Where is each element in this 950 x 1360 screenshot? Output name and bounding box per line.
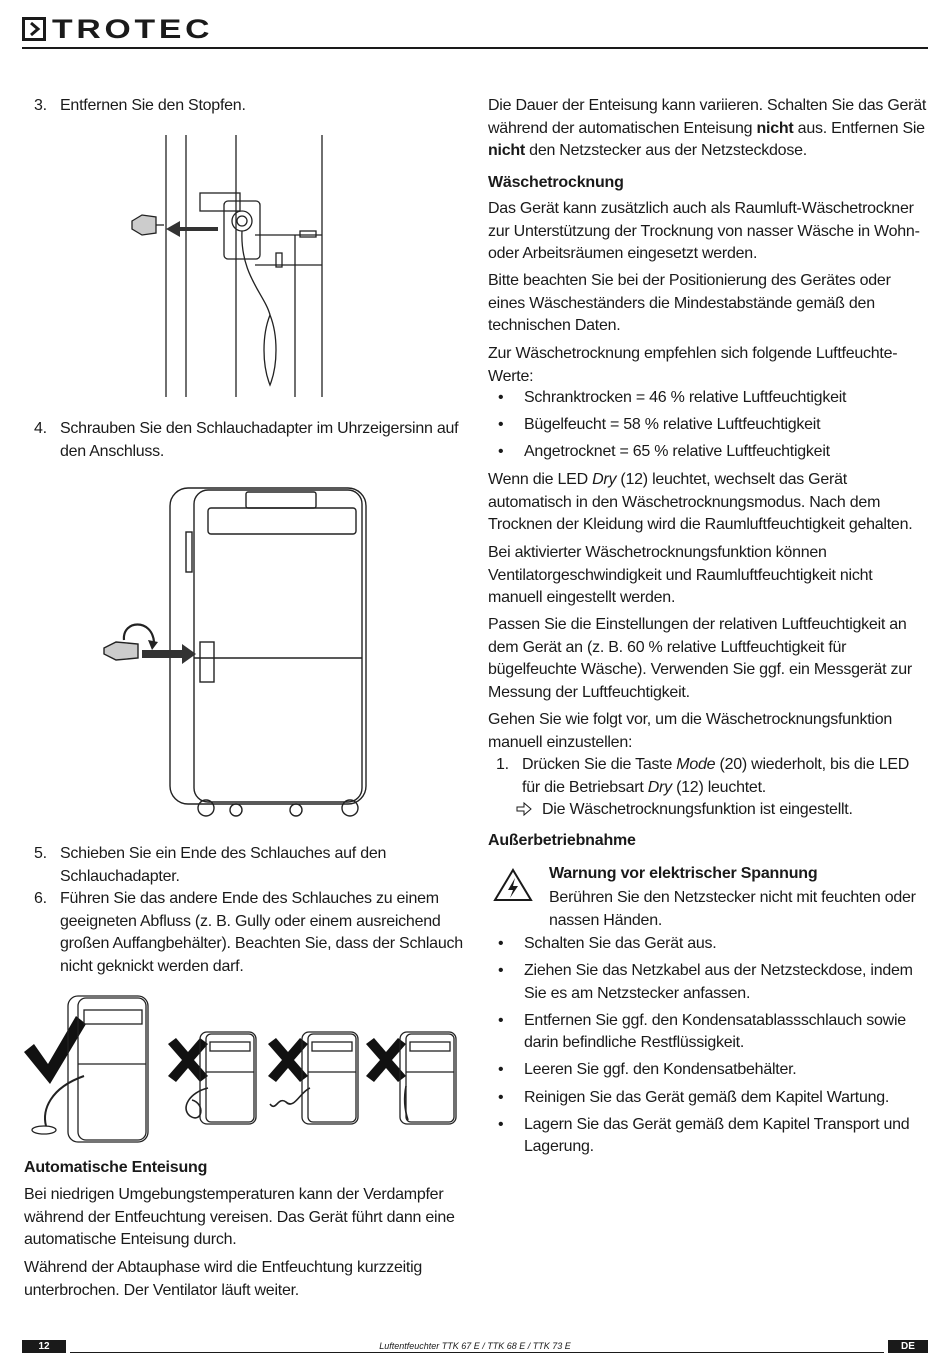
humidity-values-list (488, 387, 928, 468)
chevron-right-icon (22, 17, 46, 41)
text-run: Die Dauer der Enteisung kann variieren. Schalten Sie das Gerät während der automatischen Enteisung (488, 97, 927, 137)
step-number: 5. (34, 845, 47, 862)
hose-routing-illustration (20, 992, 480, 1142)
list-item: • Angetrocknet = 65 % relative Luftfeuchtigkeit (488, 441, 928, 464)
step-number: 4. (34, 420, 47, 437)
checkmark-icon (24, 1016, 86, 1084)
electric-warning-icon (493, 868, 533, 902)
emphasis: Dry (592, 471, 617, 488)
paragraph: Gehen Sie wie folgt vor, um die Wäschetrocknungsfunktion manuell einzustellen: (488, 711, 892, 751)
text-run: den Netzstecker aus der Netzsteckdose. (524, 142, 807, 160)
header-rule (22, 47, 928, 49)
paragraph-led (488, 469, 928, 537)
list-item: • Bügelfeucht = 58 % relative Luftfeuchtigkeit (488, 414, 928, 437)
brand-name: TROTEC (52, 13, 214, 44)
step-text: Schieben Sie ein Ende des Schlauches auf den Schlauchadapter. (60, 845, 387, 885)
paragraph: Zur Wäschetrocknung empfehlen sich folgende Luftfeuchte-Werte: (488, 345, 898, 385)
text-run: (20) wiederholt, bis die LED für die Betriebsart (522, 756, 910, 796)
step-1 (496, 754, 926, 799)
warning-text: Berühren Sie den Netzstecker nicht mit feuchten oder nassen Händen. (549, 889, 916, 929)
list-item: • Ziehen Sie das Netzkabel aus der Netzsteckdose, indem Sie es am Netzstecker anfassen. (488, 960, 928, 1005)
paragraph: Passen Sie die Einstellungen der relativen Luftfeuchtigkeit an dem Gerät an (z. B. 60 % relative Luftfeuchtigkeit für bügelfeuchte Wäsche). Verwenden Sie ggf. ein Messgerät zur Messung der Luftfeuchtigkeit. (488, 616, 912, 701)
remove-stopper-illustration (120, 135, 340, 397)
emphasis: Mode (676, 756, 716, 773)
emphasis: Dry (647, 778, 672, 796)
language-badge: DE (888, 1340, 928, 1353)
arrow-right-icon (516, 799, 542, 822)
paragraph: Während der Abtauphase wird die Entfeuchtung kurzzeitig unterbrochen. Der Ventilator läuft weiter. (24, 1259, 423, 1299)
decommission-steps-list (488, 933, 928, 1163)
paragraph: Bei niedrigen Umgebungstemperaturen kann der Verdampfer während der Entfeuchtung vereisen. Das Gerät führt dann eine automatische Enteisung durch. (24, 1186, 455, 1249)
list-item: • Leeren Sie ggf. den Kondensatbehälter. (488, 1059, 928, 1082)
heading-automatische-enteisung: Automatische Enteisung (24, 1159, 208, 1176)
text-run: (12) leuchtet, wechselt das Gerät automatisch in den Wäschetrocknungsmodus. Nach dem Trocknen der Kleidung wird die Raumluftfeuchtigkeit gehalten. (488, 471, 913, 534)
step-5 (34, 843, 464, 888)
warning-title: Warnung vor elektrischer Spannung (549, 865, 818, 882)
list-item: • Entfernen Sie ggf. den Kondensatablassschlauch sowie darin befindliche Restflüssigkeit. (488, 1010, 928, 1055)
step-text: Führen Sie das andere Ende des Schlauches zu einem geeigneten Abfluss (z. B. Gully oder einem ausreichend großen Auffangbehälter). Beachten Sie, dass der Schlauch nicht geknickt werden darf. (60, 890, 463, 975)
footer-title: Luftentfeuchter TTK 67 E / TTK 68 E / TTK 73 E (379, 1341, 571, 1351)
page-footer (22, 1340, 928, 1353)
text-run: Wenn die LED (488, 471, 593, 488)
list-item: • Lagern Sie das Gerät gemäß dem Kapitel Transport und Lagerung. (488, 1114, 928, 1159)
step-text: Entfernen Sie den Stopfen. (60, 97, 246, 114)
list-item: • Schranktrocken = 46 % relative Luftfeuchtigkeit (488, 387, 928, 410)
step-text: Schrauben Sie den Schlauchadapter im Uhrzeigersinn auf den Anschluss. (60, 420, 459, 460)
result-text: Die Wäschetrocknungsfunktion ist eingestellt. (542, 801, 853, 818)
paragraph: Bitte beachten Sie bei der Positionierung des Gerätes oder eines Wäscheständers die Mindestabstände gemäß den technischen Daten. (488, 272, 891, 335)
page-number: 12 (22, 1340, 66, 1353)
paragraph: Bei aktivierter Wäschetrocknungsfunktion können Ventilatorgeschwindigkeit und Raumluftfeuchtigkeit nicht manuell eingestellt werden. (488, 544, 873, 607)
step-result (516, 799, 936, 822)
list-item: • Reinigen Sie das Gerät gemäß dem Kapitel Wartung. (488, 1087, 928, 1110)
step-4 (34, 418, 464, 463)
text-run: Drücken Sie die Taste (522, 756, 677, 773)
list-item: • Schalten Sie das Gerät aus. (488, 933, 928, 956)
paragraph: Das Gerät kann zusätzlich auch als Raumluft-Wäschetrockner zur Unterstützung der Trocknung von nasser Wäsche in Wohn- oder Arbeitsräumen eingesetzt werden. (488, 200, 920, 263)
trotec-logo (22, 13, 214, 44)
cross-icon (168, 1038, 208, 1082)
paragraph-duration (488, 95, 928, 163)
heading-ausserbetriebnahme: Außerbetriebnahme (488, 832, 636, 849)
heading-waeschetrocknung: Wäschetrocknung (488, 174, 624, 191)
hose-adapter-illustration (96, 482, 376, 822)
step-number: 6. (34, 890, 47, 907)
step-text (522, 754, 926, 799)
step-number: 1. (496, 756, 509, 773)
emphasis: nicht (488, 142, 525, 160)
step-3 (34, 95, 464, 118)
text-run: (12) leuchtet. (671, 778, 766, 796)
step-6 (34, 888, 464, 978)
emphasis: nicht (756, 119, 794, 137)
text-run: aus. Entfernen Sie (793, 119, 925, 137)
step-number: 3. (34, 97, 47, 114)
